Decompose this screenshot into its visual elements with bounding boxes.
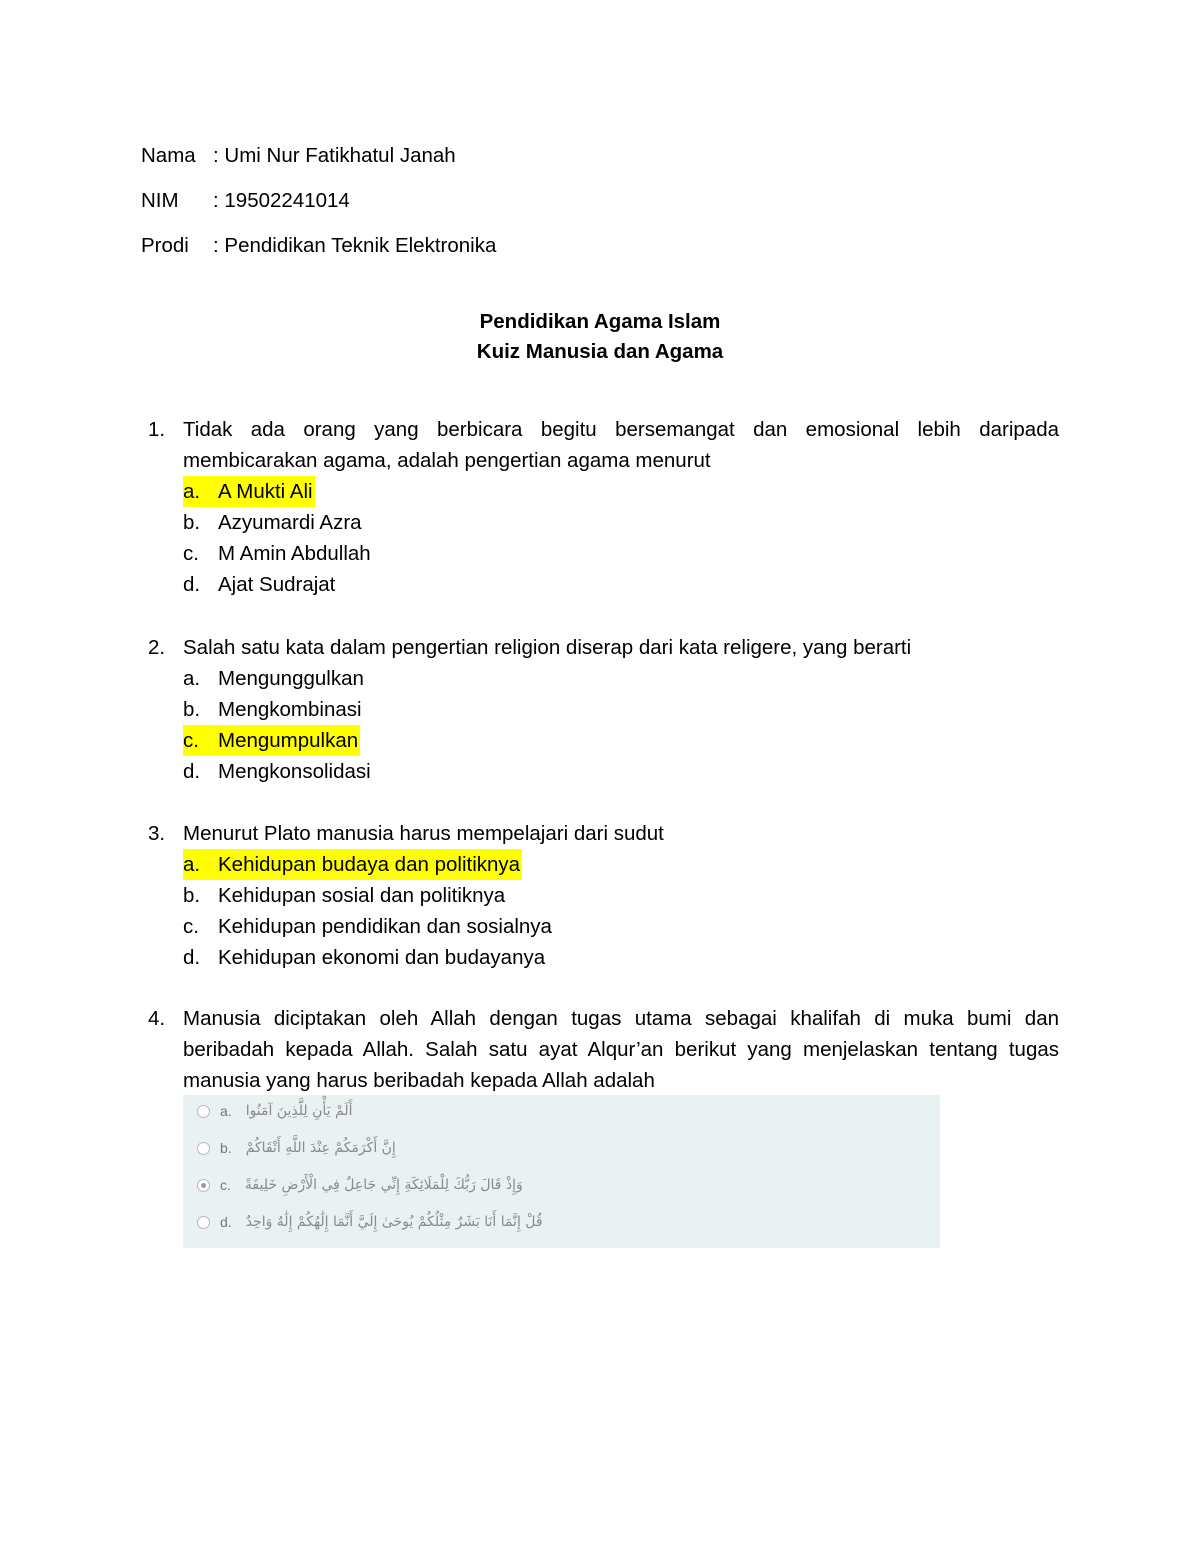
- option-text: Mengkombinasi: [218, 698, 362, 721]
- option-letter: c.: [220, 1177, 231, 1193]
- option-letter: b.: [220, 1140, 232, 1156]
- option-letter: c.: [183, 542, 199, 565]
- radio-option-b[interactable]: [197, 1133, 396, 1163]
- document-titles: [0, 307, 1200, 367]
- question-text: Salah satu kata dalam pengertian religion diserap dari kata religere, yang berarti: [183, 636, 912, 659]
- option-text: Ajat Sudrajat: [218, 573, 336, 596]
- option-letter: d.: [220, 1214, 232, 1230]
- radio-option-c[interactable]: [197, 1170, 523, 1200]
- option-letter: b.: [183, 511, 201, 534]
- option-text: Kehidupan ekonomi dan budayanya: [218, 946, 546, 969]
- question-stem: [141, 818, 1059, 849]
- question-stem: [141, 632, 1059, 663]
- option-c: [183, 911, 1059, 942]
- prodi-row: [141, 231, 496, 276]
- option-text: A Mukti Ali: [218, 480, 313, 503]
- option-letter: c.: [183, 915, 199, 938]
- radio-button[interactable]: [197, 1105, 210, 1118]
- option-c: [183, 538, 1059, 569]
- option-letter: a.: [220, 1103, 232, 1119]
- option-text: Azyumardi Azra: [218, 511, 362, 534]
- option-letter: a.: [183, 480, 201, 503]
- arabic-verse: وَإِذْ قَالَ رَبُّكَ لِلْمَلَائِكَةِ إِنِّي جَاعِلٌ فِي الْأَرْضِ خَلِيفَةً: [244, 1177, 523, 1193]
- question-3: [141, 818, 1059, 973]
- question-number: 1.: [148, 418, 166, 441]
- question-text: Manusia diciptakan oleh Allah dengan tugas utama sebagai khalifah di muka bumi dan beribadah kepada Allah. Salah satu ayat Alqur’an berikut yang menjelaskan tentang tugas manusia yang harus beribadah kepada Allah adalah: [183, 1007, 1059, 1092]
- nim-label: NIM: [141, 189, 179, 212]
- arabic-verse: قُلْ إِنَّمَا أَنَا بَشَرٌ مِثْلُكُمْ يُوحَىٰ إِلَيَّ أَنَّمَا إِلَٰهُكُمْ إِلَٰهٌ وَاحِدٌ: [245, 1214, 543, 1230]
- option-b: [183, 694, 1059, 725]
- option-text: Kehidupan pendidikan dan sosialnya: [218, 915, 552, 938]
- question-number: 4.: [148, 1007, 166, 1030]
- option-d: [183, 569, 1059, 600]
- radio-button-selected[interactable]: [197, 1179, 210, 1192]
- nim-row: [141, 186, 496, 231]
- option-letter: d.: [183, 946, 201, 969]
- option-text: M Amin Abdullah: [218, 542, 371, 565]
- student-identity: [141, 141, 496, 276]
- option-letter: b.: [183, 884, 201, 907]
- option-d: [183, 942, 1059, 973]
- course-title: Pendidikan Agama Islam: [479, 310, 721, 333]
- question-stem: [141, 1003, 1059, 1096]
- radio-option-a[interactable]: [197, 1096, 353, 1126]
- option-text: Mengunggulkan: [218, 667, 364, 690]
- option-letter: d.: [183, 760, 201, 783]
- name-label: Nama: [141, 144, 196, 167]
- arabic-verse: إِنَّ أَكْرَمَكُمْ عِنْدَ اللَّهِ أَتْقَاكُمْ: [245, 1140, 396, 1156]
- option-b: [183, 507, 1059, 538]
- option-text: Mengkonsolidasi: [218, 760, 371, 783]
- option-letter: a.: [183, 667, 201, 690]
- question-text: Menurut Plato manusia harus mempelajari dari sudut: [183, 822, 664, 845]
- question-1: [141, 414, 1059, 600]
- option-letter: b.: [183, 698, 201, 721]
- option-letter: c.: [183, 729, 199, 752]
- name-row: [141, 141, 496, 186]
- question-text: Tidak ada orang yang berbicara begitu bersemangat dan emosional lebih daripada membicarakan agama, adalah pengertian agama menurut: [183, 418, 1059, 472]
- question-stem: [141, 414, 1059, 476]
- name-value: : Umi Nur Fatikhatul Janah: [213, 144, 456, 167]
- question-2: [141, 632, 1059, 787]
- prodi-value: : Pendidikan Teknik Elektronika: [213, 234, 497, 257]
- quiz-title: Kuiz Manusia dan Agama: [476, 340, 724, 363]
- question-4: [141, 1003, 1059, 1096]
- option-d: [183, 756, 1059, 787]
- radio-button[interactable]: [197, 1142, 210, 1155]
- radio-option-d[interactable]: [197, 1207, 543, 1237]
- option-b: [183, 880, 1059, 911]
- nim-value: : 19502241014: [213, 189, 350, 212]
- option-letter: a.: [183, 853, 201, 876]
- quiz-options-screenshot: [183, 1095, 940, 1248]
- option-a: [183, 476, 1059, 507]
- option-letter: d.: [183, 573, 201, 596]
- option-text: Kehidupan sosial dan politiknya: [218, 884, 506, 907]
- question-number: 3.: [148, 822, 166, 845]
- prodi-label: Prodi: [141, 234, 189, 257]
- option-text: Mengumpulkan: [218, 729, 359, 752]
- option-c: [183, 725, 1059, 756]
- arabic-verse: أَلَمْ يَأْنِ لِلَّذِينَ آمَنُوا: [245, 1103, 353, 1119]
- radio-button[interactable]: [197, 1216, 210, 1229]
- option-a: [183, 663, 1059, 694]
- option-a: [183, 849, 1059, 880]
- option-text: Kehidupan budaya dan politiknya: [218, 853, 521, 876]
- question-number: 2.: [148, 636, 166, 659]
